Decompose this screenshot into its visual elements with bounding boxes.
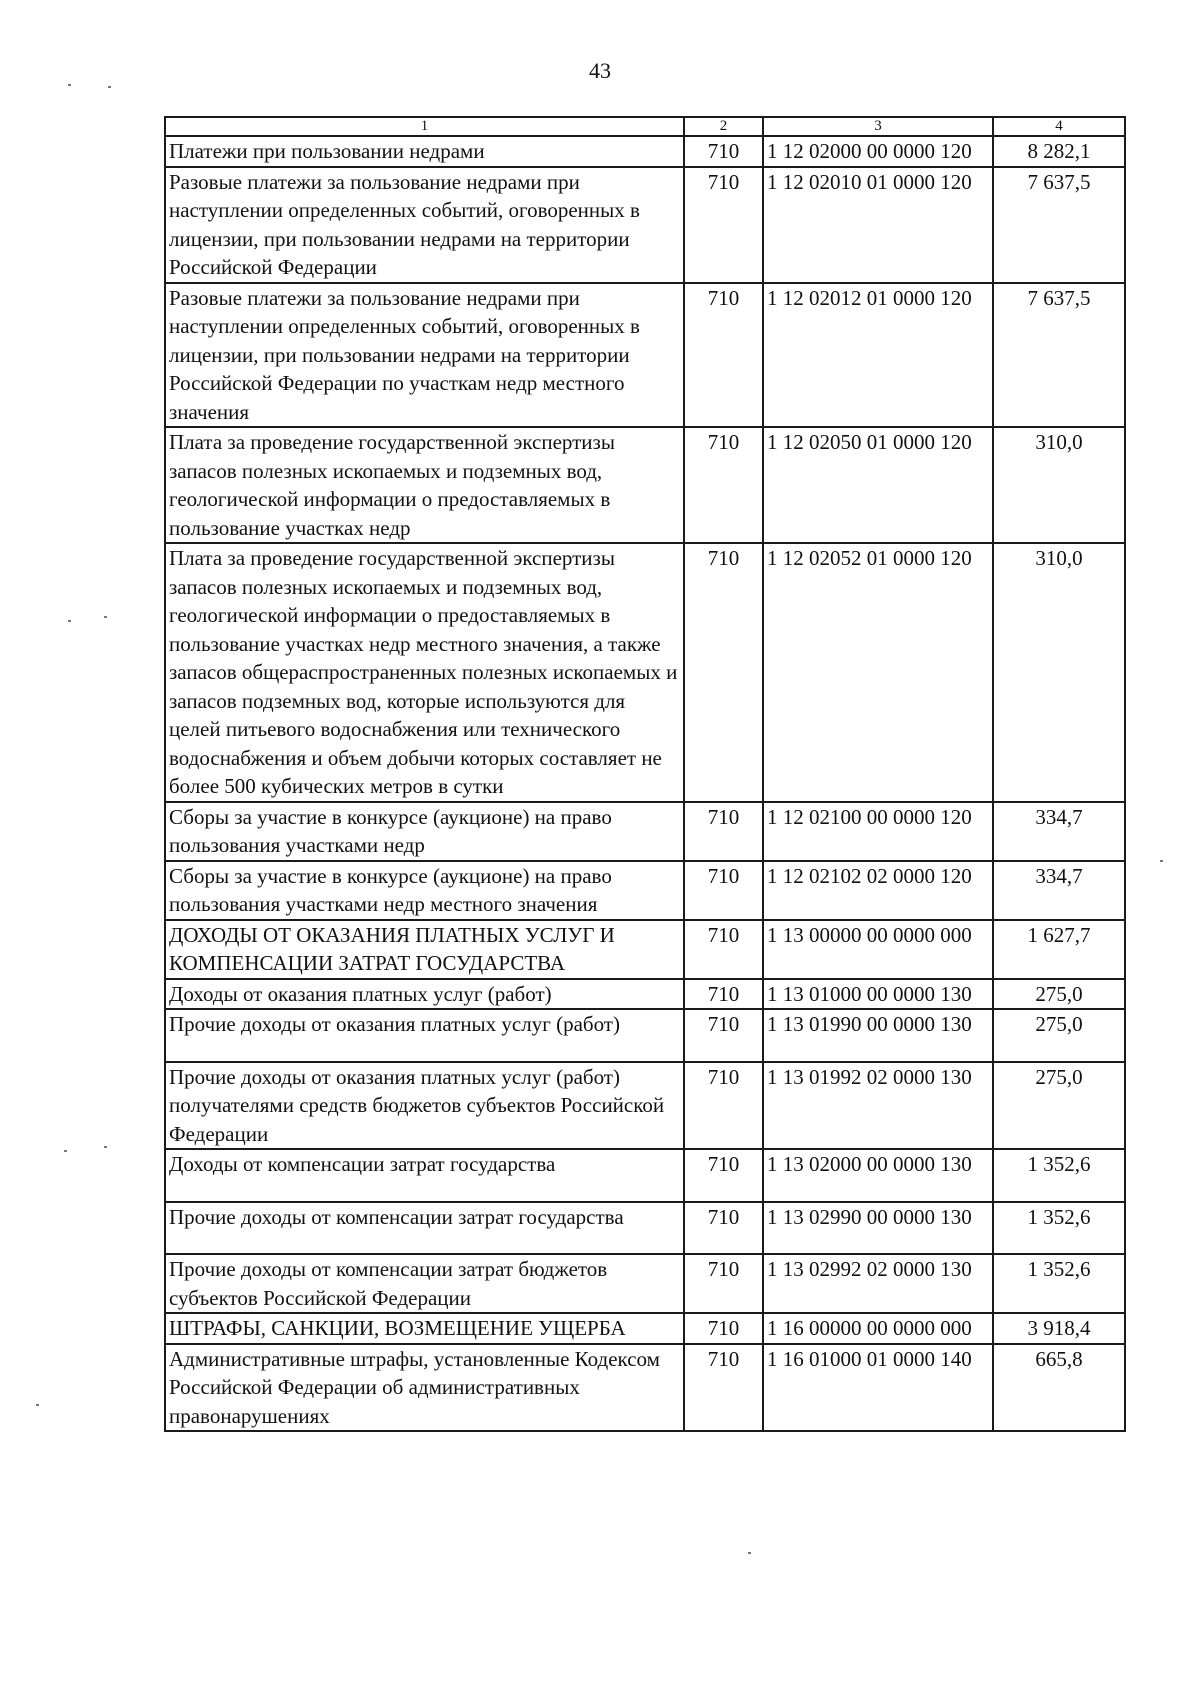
row-admin-cell: 710 xyxy=(684,920,763,979)
row-admin-cell: 710 xyxy=(684,1009,763,1062)
row-code-cell: 1 13 02990 00 0000 130 xyxy=(763,1202,993,1255)
scan-speck xyxy=(108,86,111,88)
scan-speck xyxy=(1160,860,1163,862)
row-admin-cell: 710 xyxy=(684,802,763,861)
row-admin-cell: 710 xyxy=(684,1202,763,1255)
table-row xyxy=(165,1149,1125,1202)
row-name-cell: Сборы за участие в конкурсе (аукционе) на право пользования участками недр xyxy=(165,802,684,861)
row-name-cell: ДОХОДЫ ОТ ОКАЗАНИЯ ПЛАТНЫХ УСЛУГ И КОМПЕНСАЦИИ ЗАТРАТ ГОСУДАРСТВА xyxy=(165,920,684,979)
table-row xyxy=(165,1254,1125,1313)
row-name-cell: Плата за проведение государственной экспертизы запасов полезных ископаемых и подземных вод, геологической информации о предоставляемых в пользование участках недр местного значения, а также запасов общераспространенных полезных ископаемых и запасов подземных вод, которые используются для целей питьевого водоснабжения или технического водоснабжения и объем добычи которых составляет не более 500 кубических метров в сутки xyxy=(165,543,684,802)
table-row xyxy=(165,543,1125,802)
table-row xyxy=(165,1009,1125,1062)
row-amount-cell: 275,0 xyxy=(993,1062,1125,1150)
row-code-cell: 1 13 01992 02 0000 130 xyxy=(763,1062,993,1150)
column-header-2: 2 xyxy=(684,117,763,136)
row-code-cell: 1 12 02052 01 0000 120 xyxy=(763,543,993,802)
scan-speck xyxy=(68,620,71,622)
row-name-cell: Административные штрафы, установленные Кодексом Российской Федерации об административных правонарушениях xyxy=(165,1344,684,1432)
column-header-4: 4 xyxy=(993,117,1125,136)
row-code-cell: 1 13 01990 00 0000 130 xyxy=(763,1009,993,1062)
row-admin-cell: 710 xyxy=(684,283,763,428)
row-amount-cell: 3 918,4 xyxy=(993,1313,1125,1344)
row-amount-cell: 1 352,6 xyxy=(993,1254,1125,1313)
row-code-cell: 1 16 00000 00 0000 000 xyxy=(763,1313,993,1344)
scan-speck xyxy=(104,1146,107,1148)
row-amount-cell: 7 637,5 xyxy=(993,167,1125,283)
scan-speck xyxy=(68,84,71,86)
row-admin-cell: 710 xyxy=(684,861,763,920)
column-header-3: 3 xyxy=(763,117,993,136)
table-row xyxy=(165,1313,1125,1344)
row-name-cell: Доходы от оказания платных услуг (работ) xyxy=(165,979,684,1010)
row-code-cell: 1 13 02992 02 0000 130 xyxy=(763,1254,993,1313)
row-amount-cell: 275,0 xyxy=(993,1009,1125,1062)
row-name-cell: Плата за проведение государственной экспертизы запасов полезных ископаемых и подземных вод, геологической информации о предоставляемых в пользование участках недр xyxy=(165,427,684,543)
row-code-cell: 1 12 02012 01 0000 120 xyxy=(763,283,993,428)
scan-speck xyxy=(36,1404,39,1406)
row-admin-cell: 710 xyxy=(684,1149,763,1202)
table-row xyxy=(165,427,1125,543)
scan-speck xyxy=(104,616,107,618)
row-code-cell: 1 12 02050 01 0000 120 xyxy=(763,427,993,543)
table-body xyxy=(165,136,1125,1431)
table-row xyxy=(165,979,1125,1010)
row-name-cell: ШТРАФЫ, САНКЦИИ, ВОЗМЕЩЕНИЕ УЩЕРБА xyxy=(165,1313,684,1344)
row-amount-cell: 334,7 xyxy=(993,802,1125,861)
row-code-cell: 1 12 02010 01 0000 120 xyxy=(763,167,993,283)
table-row xyxy=(165,802,1125,861)
row-name-cell: Прочие доходы от оказания платных услуг (работ) получателями средств бюджетов субъектов Российской Федерации xyxy=(165,1062,684,1150)
scan-speck xyxy=(748,1552,751,1554)
row-code-cell: 1 13 00000 00 0000 000 xyxy=(763,920,993,979)
page-number: 43 xyxy=(589,58,611,83)
table-row xyxy=(165,167,1125,283)
scan-speck xyxy=(64,1150,67,1152)
row-amount-cell: 1 352,6 xyxy=(993,1202,1125,1255)
row-admin-cell: 710 xyxy=(684,427,763,543)
row-admin-cell: 710 xyxy=(684,1062,763,1150)
column-number-row xyxy=(165,117,1125,136)
row-code-cell: 1 13 01000 00 0000 130 xyxy=(763,979,993,1010)
row-admin-cell: 710 xyxy=(684,1313,763,1344)
row-amount-cell: 275,0 xyxy=(993,979,1125,1010)
table-row xyxy=(165,920,1125,979)
row-code-cell: 1 12 02100 00 0000 120 xyxy=(763,802,993,861)
row-amount-cell: 1 627,7 xyxy=(993,920,1125,979)
row-admin-cell: 710 xyxy=(684,167,763,283)
row-amount-cell: 1 352,6 xyxy=(993,1149,1125,1202)
row-name-cell: Платежи при пользовании недрами xyxy=(165,136,684,167)
column-header-1: 1 xyxy=(165,117,684,136)
table-row xyxy=(165,1202,1125,1255)
row-admin-cell: 710 xyxy=(684,1254,763,1313)
row-name-cell: Сборы за участие в конкурсе (аукционе) на право пользования участками недр местного значения xyxy=(165,861,684,920)
table-row xyxy=(165,136,1125,167)
row-name-cell: Разовые платежи за пользование недрами при наступлении определенных событий, оговоренных в лицензии, при пользовании недрами на территории Российской Федерации по участкам недр местного значения xyxy=(165,283,684,428)
table-row xyxy=(165,1344,1125,1432)
row-admin-cell: 710 xyxy=(684,136,763,167)
row-amount-cell: 310,0 xyxy=(993,543,1125,802)
table-row xyxy=(165,861,1125,920)
row-code-cell: 1 13 02000 00 0000 130 xyxy=(763,1149,993,1202)
row-name-cell: Разовые платежи за пользование недрами при наступлении определенных событий, оговоренных в лицензии, при пользовании недрами на территории Российской Федерации xyxy=(165,167,684,283)
row-admin-cell: 710 xyxy=(684,543,763,802)
row-code-cell: 1 12 02000 00 0000 120 xyxy=(763,136,993,167)
row-amount-cell: 334,7 xyxy=(993,861,1125,920)
row-name-cell: Прочие доходы от компенсации затрат бюджетов субъектов Российской Федерации xyxy=(165,1254,684,1313)
row-admin-cell: 710 xyxy=(684,979,763,1010)
row-amount-cell: 665,8 xyxy=(993,1344,1125,1432)
row-amount-cell: 7 637,5 xyxy=(993,283,1125,428)
table-row xyxy=(165,283,1125,428)
row-amount-cell: 8 282,1 xyxy=(993,136,1125,167)
row-code-cell: 1 12 02102 02 0000 120 xyxy=(763,861,993,920)
budget-table xyxy=(164,116,1126,1432)
table-row xyxy=(165,1062,1125,1150)
row-name-cell: Прочие доходы от компенсации затрат государства xyxy=(165,1202,684,1255)
row-amount-cell: 310,0 xyxy=(993,427,1125,543)
row-admin-cell: 710 xyxy=(684,1344,763,1432)
row-name-cell: Прочие доходы от оказания платных услуг (работ) xyxy=(165,1009,684,1062)
row-name-cell: Доходы от компенсации затрат государства xyxy=(165,1149,684,1202)
row-code-cell: 1 16 01000 01 0000 140 xyxy=(763,1344,993,1432)
